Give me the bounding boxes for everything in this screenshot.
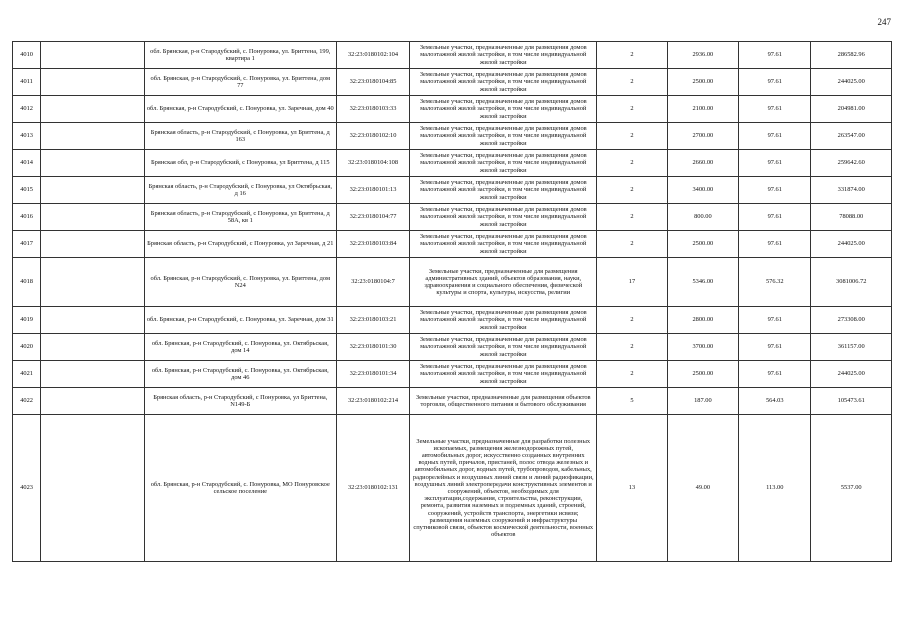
- area-cell: 2800.00: [667, 307, 738, 334]
- table-row: [13, 334, 892, 361]
- unit-value-cell: 576.32: [739, 258, 811, 307]
- use-group-cell: 2: [597, 69, 667, 96]
- unit-value-cell: 97.61: [739, 307, 811, 334]
- cadastral-number-cell: 32:23:0180104:7: [336, 258, 409, 307]
- area-cell: 2500.00: [667, 361, 738, 388]
- table-row: [13, 96, 892, 123]
- empty-cell: [41, 388, 145, 415]
- use-group-cell: 2: [597, 96, 667, 123]
- land-use-cell: Земельные участки, предназначенные для размещения домов малоэтажной жилой застройки, в том числе индивидуальной жилой застройки: [410, 334, 597, 361]
- use-group-cell: 13: [597, 415, 667, 562]
- area-cell: 800.00: [667, 204, 738, 231]
- land-use-cell: Земельные участки, предназначенные для размещения домов малоэтажной жилой застройки, в том числе индивидуальной жилой застройки: [410, 231, 597, 258]
- address-cell: Брянская область, р-н Стародубский, с Понуровка, ул Заречная, д 21: [144, 231, 336, 258]
- address-cell: Брянская область, р-н Стародубский, с Понуровка, ул Октябрьская, д 16: [144, 177, 336, 204]
- cadastral-value-cell: 3081006.72: [811, 258, 892, 307]
- area-cell: 2660.00: [667, 150, 738, 177]
- address-cell: обл. Брянская, р-н Стародубский, с. Понуровка, МО Понуровское сельское поселение: [144, 415, 336, 562]
- cadastral-value-cell: 105473.61: [811, 388, 892, 415]
- unit-value-cell: 113.00: [739, 415, 811, 562]
- use-group-cell: 2: [597, 361, 667, 388]
- area-cell: 2936.00: [667, 42, 738, 69]
- empty-cell: [41, 334, 145, 361]
- empty-cell: [41, 231, 145, 258]
- unit-value-cell: 97.61: [739, 123, 811, 150]
- row-number-cell: 4016: [13, 204, 41, 231]
- table-body: [13, 42, 892, 562]
- cadastral-number-cell: 32:23:0180101:30: [336, 334, 409, 361]
- address-cell: обл. Брянская, р-н Стародубский, с. Понуровка, ул. Октябрьская, дом 14: [144, 334, 336, 361]
- area-cell: 2500.00: [667, 69, 738, 96]
- use-group-cell: 2: [597, 231, 667, 258]
- land-use-cell: Земельные участки, предназначенные для размещения домов малоэтажной жилой застройки, в том числе индивидуальной жилой застройки: [410, 96, 597, 123]
- cadastral-number-cell: 32:23:0180102:104: [336, 42, 409, 69]
- land-use-cell: Земельные участки, предназначенные для размещения домов малоэтажной жилой застройки, в том числе индивидуальной жилой застройки: [410, 307, 597, 334]
- cadastral-value-cell: 259642.60: [811, 150, 892, 177]
- row-number-cell: 4012: [13, 96, 41, 123]
- row-number-cell: 4018: [13, 258, 41, 307]
- cadastral-number-cell: 32:23:0180102:214: [336, 388, 409, 415]
- area-cell: 3400.00: [667, 177, 738, 204]
- land-use-cell: Земельные участки, предназначенные для разработки полезных ископаемых, размещения железнодорожных путей, автомобильных дорог, искусственно созданных внутренних водных путей, причалов, пристаней, полос отвода железных и автомобильных дорог, водных путей, трубопроводов, кабельных, радиорелейных и воздушных линий связи и линий радиофикации, воздушных линий электропередачи конструктивных элементов и сооружений, объектов, необходимых для эксплуатации,содержания, строительства, реконструкции, ремонта, развития наземных и подземных зданий, строений, сооружений, устройств транспорта, энергетики исвязи; размещения наземных сооружений и инфраструктуры спутниковой связи, объектов космической деятельности, военных объектов: [410, 415, 597, 562]
- area-cell: 2700.00: [667, 123, 738, 150]
- unit-value-cell: 97.61: [739, 96, 811, 123]
- area-cell: 49.00: [667, 415, 738, 562]
- land-use-cell: Земельные участки, предназначенные для размещения административных зданий, объектов образования, науки, здравоохранения и социального обеспечения, физической культуры и спорта, культуры, искусства, религии: [410, 258, 597, 307]
- table-row: [13, 123, 892, 150]
- use-group-cell: 2: [597, 123, 667, 150]
- table-row: [13, 258, 892, 307]
- table-row: [13, 231, 892, 258]
- empty-cell: [41, 150, 145, 177]
- page-number: 247: [877, 17, 891, 27]
- land-use-cell: Земельные участки, предназначенные для размещения домов малоэтажной жилой застройки, в том числе индивидуальной жилой застройки: [410, 123, 597, 150]
- row-number-cell: 4021: [13, 361, 41, 388]
- use-group-cell: 5: [597, 388, 667, 415]
- table-row: [13, 150, 892, 177]
- empty-cell: [41, 204, 145, 231]
- cadastral-value-table: [12, 41, 892, 562]
- use-group-cell: 2: [597, 177, 667, 204]
- land-use-cell: Земельные участки, предназначенные для размещения домов малоэтажной жилой застройки, в том числе индивидуальной жилой застройки: [410, 150, 597, 177]
- table-row: [13, 361, 892, 388]
- row-number-cell: 4014: [13, 150, 41, 177]
- table-row: [13, 415, 892, 562]
- empty-cell: [41, 415, 145, 562]
- empty-cell: [41, 361, 145, 388]
- cadastral-value-cell: 331874.00: [811, 177, 892, 204]
- cadastral-value-cell: 244025.00: [811, 231, 892, 258]
- unit-value-cell: 564.03: [739, 388, 811, 415]
- cadastral-value-cell: 5537.00: [811, 415, 892, 562]
- land-use-cell: Земельные участки, предназначенные для размещения домов малоэтажной жилой застройки, в том числе индивидуальной жилой застройки: [410, 361, 597, 388]
- empty-cell: [41, 177, 145, 204]
- row-number-cell: 4013: [13, 123, 41, 150]
- area-cell: 2500.00: [667, 231, 738, 258]
- unit-value-cell: 97.61: [739, 69, 811, 96]
- empty-cell: [41, 123, 145, 150]
- cadastral-number-cell: 32:23:0180104:108: [336, 150, 409, 177]
- cadastral-value-cell: 244025.00: [811, 361, 892, 388]
- area-cell: 5346.00: [667, 258, 738, 307]
- area-cell: 2100.00: [667, 96, 738, 123]
- empty-cell: [41, 258, 145, 307]
- unit-value-cell: 97.61: [739, 334, 811, 361]
- cadastral-value-cell: 204981.00: [811, 96, 892, 123]
- empty-cell: [41, 96, 145, 123]
- unit-value-cell: 97.61: [739, 231, 811, 258]
- row-number-cell: 4010: [13, 42, 41, 69]
- use-group-cell: 2: [597, 150, 667, 177]
- cadastral-number-cell: 32:23:0180104:77: [336, 204, 409, 231]
- empty-cell: [41, 42, 145, 69]
- cadastral-number-cell: 32:23:0180104:85: [336, 69, 409, 96]
- cadastral-number-cell: 32:23:0180102:131: [336, 415, 409, 562]
- table-row: [13, 204, 892, 231]
- land-use-cell: Земельные участки, предназначенные для размещения домов малоэтажной жилой застройки, в том числе индивидуальной жилой застройки: [410, 42, 597, 69]
- table-row: [13, 42, 892, 69]
- unit-value-cell: 97.61: [739, 150, 811, 177]
- address-cell: Брянская область, р-н Стародубский, с Понуровка, ул Бриттена, д 163: [144, 123, 336, 150]
- unit-value-cell: 97.61: [739, 177, 811, 204]
- empty-cell: [41, 69, 145, 96]
- address-cell: обл. Брянская, р-н Стародубский, с. Понуровка, ул. Бриттена, дом 77: [144, 69, 336, 96]
- cadastral-number-cell: 32:23:0180103:21: [336, 307, 409, 334]
- use-group-cell: 17: [597, 258, 667, 307]
- row-number-cell: 4023: [13, 415, 41, 562]
- cadastral-value-cell: 78088.00: [811, 204, 892, 231]
- cadastral-value-cell: 273308.00: [811, 307, 892, 334]
- land-use-cell: Земельные участки, предназначенные для размещения домов малоэтажной жилой застройки, в том числе индивидуальной жилой застройки: [410, 204, 597, 231]
- table-row: [13, 388, 892, 415]
- address-cell: обл. Брянская, р-н Стародубский, с. Понуровка, ул. Бриттена, дом N24: [144, 258, 336, 307]
- address-cell: Брянская область, р-н Стародубский, с Понуровка, ул Бриттена, д 58А, кв 1: [144, 204, 336, 231]
- use-group-cell: 2: [597, 307, 667, 334]
- table-row: [13, 177, 892, 204]
- unit-value-cell: 97.61: [739, 204, 811, 231]
- land-use-cell: Земельные участки, предназначенные для размещения объектов торговли, общественного питания и бытового обслуживания: [410, 388, 597, 415]
- cadastral-number-cell: 32:23:0180103:84: [336, 231, 409, 258]
- row-number-cell: 4019: [13, 307, 41, 334]
- unit-value-cell: 97.61: [739, 361, 811, 388]
- row-number-cell: 4020: [13, 334, 41, 361]
- row-number-cell: 4022: [13, 388, 41, 415]
- use-group-cell: 2: [597, 42, 667, 69]
- cadastral-number-cell: 32:23:0180103:33: [336, 96, 409, 123]
- area-cell: 187.00: [667, 388, 738, 415]
- land-use-cell: Земельные участки, предназначенные для размещения домов малоэтажной жилой застройки, в том числе индивидуальной жилой застройки: [410, 177, 597, 204]
- row-number-cell: 4017: [13, 231, 41, 258]
- row-number-cell: 4015: [13, 177, 41, 204]
- table-row: [13, 69, 892, 96]
- address-cell: обл. Брянская, р-н Стародубский, с. Понуровка, ул. Заречная, дом 40: [144, 96, 336, 123]
- address-cell: обл. Брянская, р-н Стародубский, с. Понуровка, ул. Октябрьская, дом 46: [144, 361, 336, 388]
- address-cell: обл. Брянская, р-н Стародубский, с. Понуровка, ул. Бриттена, 199, квартира 1: [144, 42, 336, 69]
- row-number-cell: 4011: [13, 69, 41, 96]
- area-cell: 3700.00: [667, 334, 738, 361]
- cadastral-value-cell: 361157.00: [811, 334, 892, 361]
- cadastral-number-cell: 32:23:0180101:34: [336, 361, 409, 388]
- use-group-cell: 2: [597, 334, 667, 361]
- cadastral-value-cell: 244025.00: [811, 69, 892, 96]
- cadastral-value-cell: 286582.96: [811, 42, 892, 69]
- address-cell: обл. Брянская, р-н Стародубский, с. Понуровка, ул. Заречная, дом 31: [144, 307, 336, 334]
- use-group-cell: 2: [597, 204, 667, 231]
- address-cell: Брянская обл, р-н Стародубский, с Понуровка, ул Бриттена, д 115: [144, 150, 336, 177]
- cadastral-number-cell: 32:23:0180102:10: [336, 123, 409, 150]
- cadastral-value-cell: 263547.00: [811, 123, 892, 150]
- empty-cell: [41, 307, 145, 334]
- unit-value-cell: 97.61: [739, 42, 811, 69]
- cadastral-number-cell: 32:23:0180101:13: [336, 177, 409, 204]
- land-use-cell: Земельные участки, предназначенные для размещения домов малоэтажной жилой застройки, в том числе индивидуальной жилой застройки: [410, 69, 597, 96]
- address-cell: Брянская область, р-н Стародубский, с Понуровка, ул Бриттена, N149-Б: [144, 388, 336, 415]
- table-row: [13, 307, 892, 334]
